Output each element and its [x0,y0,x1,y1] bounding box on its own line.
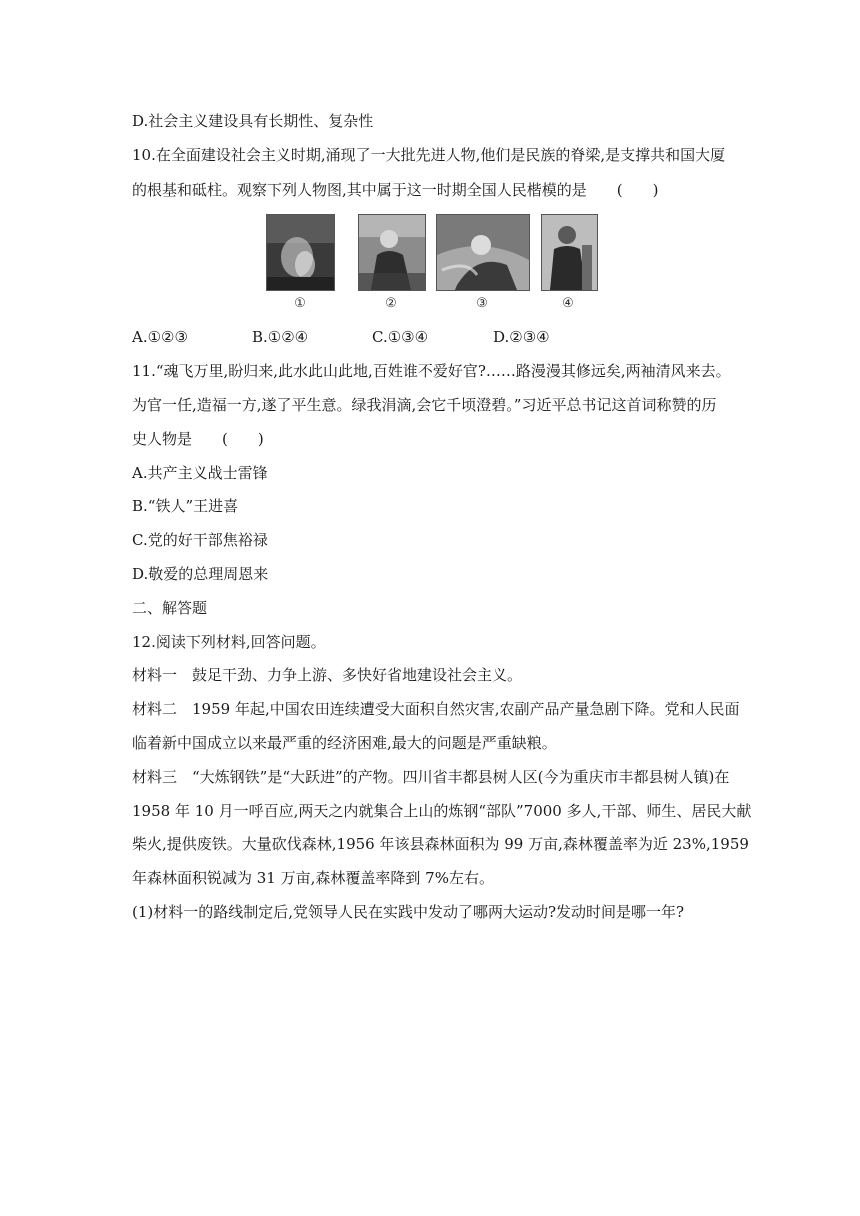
photo-1 [266,214,335,291]
material-1: 材料一 鼓足干劲、力争上游、多快好省地建设社会主义。 [132,666,523,684]
question-10-option-a: A.①②③ [132,328,188,346]
photo-3 [436,214,530,291]
material-2-line-2: 临着新中国成立以来最严重的经济困难,最大的问题是严重缺粮。 [132,734,557,752]
question-10-stem-line-2: 的根基和砥柱。观察下列人物图,其中属于这一时期全国人民楷模的是 ( ) [132,181,659,199]
photo-caption-2: ② [385,296,397,311]
question-11-stem-line-3: 史人物是 ( ) [132,430,264,448]
photo-caption-4: ④ [562,296,574,311]
question-10-option-b: B.①②④ [252,328,309,346]
photo-2 [358,214,426,291]
photo-caption-3: ③ [476,296,488,311]
question-11-option-b: B.“铁人”王进喜 [132,497,239,515]
question-10-option-c: C.①③④ [372,328,429,346]
material-3-line-3: 柴火,提供废铁。大量砍伐森林,1956 年该县森林面积为 99 万亩,森林覆盖率为近 23%,1959 [132,835,749,853]
portrait-photos [266,214,596,314]
material-3-line-2: 1958 年 10 月一呼百应,两天之内就集合上山的炼钢“部队”7000 多人,干部、师生、居民大献 [132,802,752,820]
material-2-line-1: 材料二 1959 年起,中国农田连续遭受大面积自然灾害,农副产品产量急剧下降。党和人民面 [132,700,740,718]
question-11-option-a: A.共产主义战士雷锋 [132,464,268,482]
question-12-part-1: (1)材料一的路线制定后,党领导人民在实践中发动了哪两大运动?发动时间是哪一年? [132,903,685,921]
photo-4 [541,214,598,291]
photo-caption-1: ① [294,296,306,311]
question-12-stem: 12.阅读下列材料,回答问题。 [132,633,326,651]
material-3-line-1: 材料三 “大炼钢铁”是“大跃进”的产物。四川省丰都县树人区(今为重庆市丰都县树人镇)在 [132,768,730,786]
question-11-option-d: D.敬爱的总理周恩来 [132,565,269,583]
question-11-option-c: C.党的好干部焦裕禄 [132,531,268,549]
question-11-stem-line-2: 为官一任,造福一方,遂了平生意。绿我涓滴,会它千顷澄碧。”习近平总书记这首词称赞的历 [132,396,717,414]
question-9-option-d: D.社会主义建设具有长期性、复杂性 [132,112,374,130]
section-heading: 二、解答题 [132,599,208,617]
question-11-stem-line-1: 11.“魂飞万里,盼归来,此水此山此地,百姓谁不爱好官?……路漫漫其修远矣,两袖清风来去。 [132,362,731,380]
question-10-option-d: D.②③④ [493,328,550,346]
material-3-line-4: 年森林面积锐减为 31 万亩,森林覆盖率降到 7%左右。 [132,869,494,887]
question-10-stem-line-1: 10.在全面建设社会主义时期,涌现了一大批先进人物,他们是民族的脊梁,是支撑共和国大厦 [132,146,726,164]
